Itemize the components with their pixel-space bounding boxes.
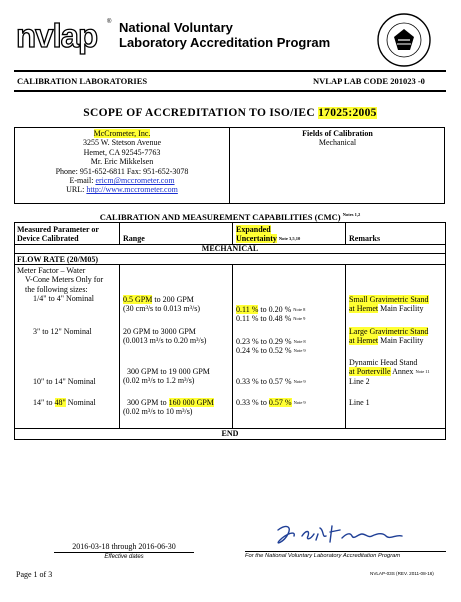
page-number: Page 1 of 3 <box>16 570 53 579</box>
lab-phone: Phone: 951-652-6811 Fax: 951-652-3078 <box>55 166 189 176</box>
row2-uncertainty <box>236 337 306 356</box>
row1-remark-line-1: Small Gravimetric Stand <box>349 295 429 304</box>
row2-remarks <box>349 327 428 346</box>
row3-remarks <box>349 358 430 386</box>
fields-value: Mechanical <box>318 138 357 148</box>
body-col-divider-3 <box>345 264 346 428</box>
col-header-uncertainty-notes: Note 3,5,10 <box>278 236 301 242</box>
row2-size: 3" to 12" Nominal <box>33 327 92 336</box>
top-rule <box>14 70 446 72</box>
row4-range-min: 300 GPM to <box>127 398 169 407</box>
top-bar-right: NVLAP LAB CODE 201023 -0 <box>313 76 425 86</box>
col-header-uncertainty-line-2: Uncertainty <box>236 234 277 244</box>
program-name <box>119 20 330 50</box>
row1-remark-location: at Hemet <box>349 304 379 314</box>
row4-range <box>123 398 214 417</box>
page-title <box>14 107 446 119</box>
meter-desc-line-3: the following sizes: <box>25 284 88 294</box>
row4-unc-max: 0.57 % <box>268 398 292 407</box>
row2-range-si: (0.0013 m³/s to 0.20 m³/s) <box>123 336 207 346</box>
row3-unc: 0.33 % to 0.57 % <box>236 377 292 386</box>
row1-range-min: 0.5 GPM <box>123 295 153 304</box>
row4-range-max: 160 000 GPM <box>168 398 214 407</box>
top-bar-rule <box>14 90 446 92</box>
row1-remarks <box>349 295 429 314</box>
effective-dates-label: Effective dates <box>104 554 144 560</box>
body-col-divider-1 <box>119 264 120 428</box>
row2-remark-line-1: Large Gravimetric Stand <box>349 327 429 336</box>
lab-email-link[interactable]: ericm@mccrometer.com <box>95 176 175 186</box>
row4-range-si: (0.02 m³/s to 10 m³/s) <box>123 407 193 417</box>
row2-unc1-note: Note 8 <box>293 339 306 344</box>
row1-size: 1/4" to 4" Nominal <box>33 294 94 303</box>
table-end-label: END <box>221 429 239 438</box>
row1-unc2-note: Note 9 <box>293 316 306 322</box>
form-id: NVLAP-03S (REV. 2011-08-16) <box>370 571 434 576</box>
nvlap-logo <box>16 18 97 54</box>
col-header-parameter <box>17 225 99 244</box>
signature <box>272 520 422 550</box>
row3-size: 10" to 14" Nominal <box>33 377 96 386</box>
row2-range <box>123 327 206 346</box>
email-label: E-mail: <box>69 176 96 186</box>
row3-remark-line: Line 2 <box>349 376 370 386</box>
lab-contact: Mr. Eric Mikkelsen <box>90 157 154 167</box>
row3-remark-note: Note 11 <box>415 369 430 375</box>
cmc-title-text: CALIBRATION AND MEASUREMENT CAPABILITIES (CMC) <box>99 212 341 222</box>
section-mechanical: MECHANICAL <box>201 244 259 253</box>
logo-registered-mark: ® <box>107 19 112 25</box>
col-header-remarks: Remarks <box>349 234 381 243</box>
row3-remark-line-1: Dynamic Head Stand <box>349 358 418 367</box>
meter-desc-line-1: Meter Factor – Water <box>17 266 86 275</box>
row3-remark-annex: Annex <box>390 367 414 377</box>
lab-name: McCrometer, Inc. <box>93 129 151 138</box>
col-header-range: Range <box>123 234 145 243</box>
meter-description <box>17 266 103 294</box>
row3-range-si: (0.02 m³/s to 1.2 m³/s) <box>123 376 195 386</box>
row4-unc-min: 0.33 % to <box>236 398 269 407</box>
row1-unc1-note: Note 8 <box>293 307 306 312</box>
title-standard: 17025:2005 <box>318 107 377 119</box>
row4-uncertainty <box>236 398 306 407</box>
row4-size-min: 14" to <box>33 398 55 407</box>
col-divider-2 <box>232 222 233 244</box>
row1-range-max: to 200 GPM <box>152 295 194 304</box>
row4-size-suffix: Nominal <box>65 398 96 407</box>
row1-unc2: 0.11 % to 0.48 % <box>236 314 292 324</box>
col-header-uncertainty <box>236 225 300 244</box>
program-line-1: National Voluntary <box>119 20 233 35</box>
meter-desc-line-2: V-Cone Meters Only for <box>25 275 104 285</box>
logo-text: nvlap <box>16 17 98 54</box>
commerce-seal-icon <box>376 12 432 68</box>
row3-range-gpm: 300 GPM to 19 000 GPM <box>127 367 210 376</box>
row1-unc1-max: to 0.20 % <box>258 305 292 314</box>
row2-remark-facility: Main Facility <box>378 336 424 346</box>
row3-unc-note: Note 9 <box>293 379 306 384</box>
row4-size-max: 48" <box>54 398 66 407</box>
signature-rule <box>245 551 446 552</box>
url-label: URL: <box>66 185 87 195</box>
col-divider-3 <box>345 222 346 244</box>
col-header-parameter-line-1: Measured Parameter or <box>17 225 99 234</box>
row2-range-gpm: 20 GPM to 3000 GPM <box>123 327 196 336</box>
row3-range <box>123 367 210 386</box>
row2-unc2-note: Note 9 <box>293 348 306 354</box>
row2-unc1: 0.23 % to 0.29 % <box>236 337 292 346</box>
row3-uncertainty <box>236 377 306 386</box>
row1-uncertainty <box>236 305 305 324</box>
signature-caption: For the National Voluntary Laboratory Accreditation Program <box>245 553 401 559</box>
row2-remark-location: at Hemet <box>349 336 379 346</box>
title-prefix: SCOPE OF ACCREDITATION TO ISO/IEC <box>83 107 319 119</box>
row1-range <box>123 295 200 314</box>
row4-size <box>33 398 96 407</box>
effective-dates <box>54 542 194 562</box>
top-bar-left: CALIBRATION LABORATORIES <box>17 76 148 86</box>
row3-remark-location: at Porterville <box>349 367 391 377</box>
col-divider-1 <box>119 222 120 244</box>
effective-dates-value: 2016-03-18 through 2016-06-30 <box>54 542 194 553</box>
row1-range-si: (30 cm³/s to 0.013 m³/s) <box>123 304 201 314</box>
col-header-parameter-line-2: Device Calibrated <box>17 234 79 244</box>
row2-unc2: 0.24 % to 0.52 % <box>236 346 292 356</box>
lab-url-link[interactable]: http://www.mccrometer.com <box>86 185 178 195</box>
fields-of-calibration <box>230 129 445 148</box>
lab-address-1: 3255 W. Stetson Avenue <box>82 138 162 148</box>
lab-address-block <box>15 129 229 195</box>
subsection-flow-rate: FLOW RATE (20/M05) <box>17 255 99 264</box>
row4-remarks: Line 1 <box>349 398 370 407</box>
program-line-2: Laboratory Accreditation Program <box>119 35 331 50</box>
row1-unc1-min: 0.11 % <box>236 305 259 314</box>
cmc-notes: Notes 1,2 <box>342 212 361 217</box>
row4-unc-note: Note 9 <box>293 400 306 405</box>
fields-label: Fields of Calibration <box>302 129 373 138</box>
cmc-title <box>14 212 446 222</box>
row1-remark-facility: Main Facility <box>378 304 424 314</box>
body-col-divider-2 <box>232 264 233 428</box>
col-header-uncertainty-line-1: Expanded <box>236 225 271 234</box>
lab-address-2: Hemet, CA 92545-7763 <box>83 147 161 157</box>
